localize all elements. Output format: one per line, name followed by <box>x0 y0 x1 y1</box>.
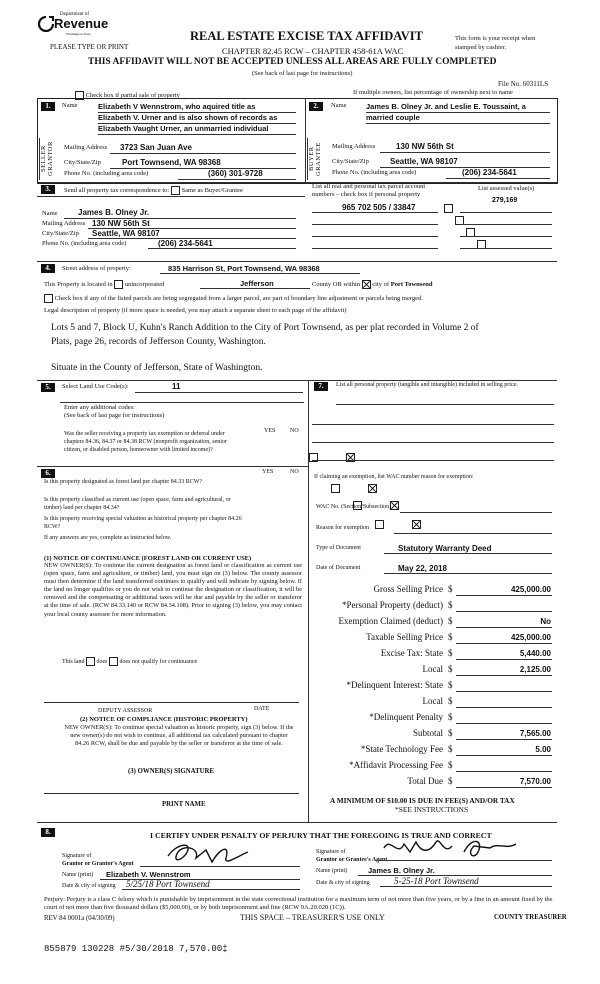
subtotal-dollar: $ <box>448 728 453 738</box>
correspondence-text: Send all property tax correspondence to: <box>64 186 170 194</box>
affidavit-fee-dollar: $ <box>448 760 453 770</box>
does-not-label: does not qualify for continuance <box>119 658 198 665</box>
notice1-title: (1) NOTICE OF CONTINUANCE (FOREST LAND OR CURRENT USE) <box>44 555 252 562</box>
wac-label: WAC No. (Section/Subsection) <box>316 504 392 510</box>
county-value: Jefferson <box>240 279 274 288</box>
legal-line3: Situate in the County of Jefferson, State of Washington. <box>51 363 263 373</box>
grantee-name-label: Name (print) <box>316 868 348 874</box>
street-value: 835 Harrison St, Port Townsend, WA 98368 <box>168 264 320 273</box>
buyer-mailing-value: 130 NW 56th St <box>396 142 454 151</box>
type-or-print: PLEASE TYPE OR PRINT <box>50 43 129 51</box>
segregated-row <box>44 294 564 303</box>
logo-top-text: Department of <box>60 12 90 17</box>
grantor-name-value: Elizabeth V. Wennstrom <box>106 870 191 879</box>
s5-question: Was the seller receiving a property tax exemption or deferral under chapters 84.36, 84.37 or 84.38 RCW (nonprofit organization, senior citizen, or disabled person, homeowner with limited income)? <box>64 431 227 453</box>
corr-phone-value: (206) 234-5641 <box>158 239 213 248</box>
corr-mailing-value: 130 NW 56th St <box>92 219 150 228</box>
corr-mailing-label: Mailing Address <box>42 220 86 227</box>
see-instructions: *SEE INSTRUCTIONS <box>395 805 469 814</box>
gross-dollar: $ <box>448 584 453 594</box>
seller-name-label: Name <box>62 102 78 109</box>
seller-name-line3: Elizabeth Vaught Urner, an unmarried individual <box>98 124 269 133</box>
land-use-label: Select Land Use Code(s): <box>62 383 129 390</box>
correspondence-label <box>64 186 243 195</box>
segregated-label: Check box if any of the listed parcels are being segregated from a larger parcel, are part of boundary line adjustment or parcels being merged. <box>54 294 423 302</box>
grantee-sig-label <box>316 849 387 864</box>
total-dollar: $ <box>448 776 453 786</box>
county-treasurer: COUNTY TREASURER <box>494 914 567 921</box>
segregated-checkbox[interactable] <box>44 294 53 303</box>
doc-date-label: Date of Document <box>316 565 361 571</box>
same-as-buyer-label: Same as Buyer/Grantee <box>181 186 243 194</box>
section-1-number: 1. <box>41 102 55 111</box>
penalty-dollar: $ <box>448 712 453 722</box>
grantor-date-label: Date & city of signing <box>62 883 116 889</box>
assessed-value: 279,169 <box>492 197 518 204</box>
buyer-side-label: BUYER GRANTEE <box>307 138 324 180</box>
doc-type-label: Type of Document <box>316 545 361 551</box>
grantee-sig-label-1: Signature of <box>316 849 346 855</box>
grantor-name-label: Name (print) <box>62 872 94 878</box>
city-of-label: city of <box>372 280 390 288</box>
county-or-label: County OR <box>312 280 342 288</box>
seller-side-label: SELLER GRANTOR <box>39 138 56 180</box>
excise-state-value: 5,440.00 <box>519 649 551 658</box>
s5-yes-header: YES <box>264 428 276 434</box>
delinquent-state-dollar: $ <box>448 680 453 690</box>
total-label: Total Due <box>407 776 443 786</box>
exemption-label: Exemption Claimed (deduct) <box>338 616 443 626</box>
buyer-mailing-label: Mailing Address <box>332 143 376 150</box>
excise-state-label: Excise Tax: State <box>380 648 443 658</box>
perjury-statement: Perjury: Perjury is a class C felony which is punishable by imprisonment in the state correctional institution for a maximum term of not more than five years, or by a fine in an amount fixed by the court of not more than five thousand dollars ($5,000.00), or by both imprisonment and fine (RCW 9A.20.020 (1C)). <box>44 896 553 911</box>
penalty-label: *Delinquent Penalty <box>369 712 443 722</box>
seller-mailing-value: 3723 San Juan Ave <box>120 143 192 152</box>
grantor-sig-label <box>62 853 134 868</box>
exemption-dollar: $ <box>448 616 453 626</box>
form-chapter: CHAPTER 82.45 RCW – CHAPTER 458-61A WAC <box>222 46 404 56</box>
grantee-sig-label-2: Grantor or Grantee's Agent <box>316 856 388 863</box>
s6-q2: Is this property classified as current use (open space, farm and agricultural, or timber) land per chapter 84.34? <box>44 497 231 511</box>
corr-name-label: Name <box>42 210 58 217</box>
personal-property-label: List all personal property (tangible and intangible) included in selling price. <box>336 382 518 388</box>
this-land-row <box>62 657 197 666</box>
subtotal-label: Subtotal <box>412 728 443 738</box>
seller-name-line1: Elizabeth V Wennstrom, who aquired title as <box>98 102 256 111</box>
parcels-header-line1: List all real and personal tax parcel account <box>312 183 426 190</box>
s6-no-header: NO <box>290 469 299 475</box>
notice1-text: NEW OWNER(S): To continue the current designation as forest land or classification as current use (open space, farm and agriculture, or timber) land, you must sign on (3) below. The county assessor must then determine if the land transferred continues to qualify and will indicate by signing below. If the land no longer qualifies or you do not wish to continue the designation or classification, it will be removed and the compensating or additional taxes will be due and payable by the seller or transferor at the time of sale. (RCW 84.33.140 or RCW 84.34.108). Prior to signing (3) below, you may contact your local county assessor for more information. <box>44 562 302 618</box>
section-4-number: 4. <box>41 264 55 273</box>
cashier-stamp: 855879 130228 #5/30/2018 7,570.00‡ <box>44 944 228 954</box>
s6-q2-no[interactable] <box>390 501 399 510</box>
personal-label: *Personal Property (deduct) <box>342 600 443 610</box>
section-3-number: 3. <box>41 185 55 194</box>
revenue-logo-icon <box>38 16 54 32</box>
land-use-value: 11 <box>172 382 181 391</box>
buyer-name-line2: married couple <box>366 113 420 122</box>
doc-date-value: May 22, 2018 <box>398 564 447 573</box>
delinquent-local-dollar: $ <box>448 696 453 706</box>
street-label: Street address of property: <box>62 265 131 272</box>
parcels-header <box>312 183 425 199</box>
local-label: Local <box>422 664 443 674</box>
s6-yes-header: YES <box>262 469 274 475</box>
parcel-checkbox-1[interactable] <box>444 204 453 213</box>
certify-statement: I CERTIFY UNDER PENALTY OF PERJURY THAT THE FOREGOING IS TRUE AND CORRECT <box>150 831 492 840</box>
rev-number: REV 84 0001a (04/30/09) <box>44 915 115 922</box>
unincorporated-checkbox[interactable] <box>114 280 123 289</box>
additional-see-back: (See back of last page for instructions) <box>64 412 165 419</box>
revenue-logo <box>38 12 108 38</box>
notice2-title: (2) NOTICE OF COMPLIANCE (HISTORIC PROPERTY) <box>80 716 248 723</box>
taxable-dollar: $ <box>448 632 453 642</box>
section-5-number: 5. <box>41 383 55 392</box>
s6-q3: Is this property receiving special valuation as historical property per chapter 84.26 RCW? <box>44 516 242 530</box>
tech-fee-value: 5.00 <box>535 745 551 754</box>
section-2-number: 2. <box>309 102 323 111</box>
grantee-signature <box>380 834 530 862</box>
corr-city-label: City/State/Zip <box>42 230 79 237</box>
seller-mailing-label: Mailing Address <box>64 144 108 151</box>
gross-label: Gross Selling Price <box>373 584 443 594</box>
s6-q3-yes[interactable] <box>375 520 384 529</box>
s6-q1-yes[interactable] <box>331 484 340 493</box>
form-title: REAL ESTATE EXCISE TAX AFFIDAVIT <box>190 29 423 43</box>
city-of-checkbox[interactable] <box>362 280 371 289</box>
within-label: within <box>343 280 361 288</box>
s6-q3-no[interactable] <box>412 520 421 529</box>
parcels-header-line2: numbers – check box if personal property <box>312 191 421 198</box>
seller-phone-label: Phone No. (including area code) <box>64 170 149 177</box>
does-not-checkbox[interactable] <box>109 657 118 666</box>
see-back-note: (See back of last page for instructions) <box>252 70 353 77</box>
buyer-phone-label: Phone No. (including area code) <box>332 169 417 176</box>
buyer-name-label: Name <box>331 102 347 109</box>
does-checkbox[interactable] <box>86 657 95 666</box>
additional-codes-label: Enter any additional codes: <box>64 404 135 411</box>
this-land-label: This land <box>62 658 85 665</box>
doc-type-value: Statutory Warranty Deed <box>398 544 492 553</box>
buyer-city-label: City/State/Zip <box>332 158 369 165</box>
s6-q1: Is this property designated as forest land per chapter 84.33 RCW? <box>44 479 203 485</box>
file-number: File No. 60311LS <box>498 80 549 88</box>
wac-intro: If claiming an exemption, list WAC number reason for exemption: <box>314 474 474 480</box>
legal-line1: Lots 5 and 7, Block U, Kuhn's Ranch Addition to the City of Port Townsend, as per plat recorded in Volume 2 of <box>51 323 479 333</box>
s5-no-header: NO <box>290 428 299 434</box>
does-label: does <box>96 658 108 665</box>
corr-phone-label: Phone No. (including area code) <box>42 240 127 247</box>
grantee-date-value: 5-25-18 Port Townsend <box>394 876 479 886</box>
deputy-assessor-label: DEPUTY ASSESSOR <box>98 708 153 714</box>
unincorporated-label: unincorporated <box>124 280 165 288</box>
buyer-city-value: Seattle, WA 98107 <box>390 157 458 166</box>
section-8-number: 8. <box>41 828 55 837</box>
s6-note: If any answers are yes, complete as instructed below. <box>44 535 172 541</box>
tech-fee-dollar: $ <box>448 744 453 754</box>
local-dollar: $ <box>448 664 453 674</box>
grantee-date-label: Date & city of signing <box>316 880 370 886</box>
partial-sale-label: Check box if partial sale of property <box>85 91 180 99</box>
corr-city-value: Seattle, WA 98107 <box>92 229 160 238</box>
section-7-number: 7. <box>314 382 328 391</box>
affidavit-fee-label: *Affidavit Processing Fee <box>349 760 443 770</box>
taxable-label: Taxable Selling Price <box>366 632 443 642</box>
taxable-value: 425,000.00 <box>510 633 551 642</box>
receipt-note: This form is your receipt when stamped by cashier. <box>455 35 536 51</box>
subtotal-value: 7,565.00 <box>519 729 551 738</box>
delinquent-state-label: *Delinquent Interest: State <box>346 680 443 690</box>
legal-label: Legal description of property (if more space is needed, you may attach a separate sheet to each page of the affidavit) <box>44 307 347 314</box>
personal-dollar: $ <box>448 600 453 610</box>
minimum-note: A MINIMUM OF $10.00 IS DUE IN FEE(S) AND/OR TAX <box>330 796 515 805</box>
tax-calculation <box>312 584 557 776</box>
located-label: This Property is located in <box>44 280 113 288</box>
exemption-value: No <box>540 617 551 626</box>
seller-phone-value: (360) 301-9728 <box>208 169 263 178</box>
print-name-label: PRINT NAME <box>162 801 206 808</box>
logo-main-text: Revenue <box>54 16 109 31</box>
seller-name-line2: Elizabeth V. Urner and is also shown of records as <box>98 113 278 122</box>
owner-signature-label: (3) OWNER(S) SIGNATURE <box>128 768 214 775</box>
city-of-value: Port Townsend <box>390 280 433 288</box>
grantor-sig-label-2: Grantor or Grantor's Agent <box>62 860 134 867</box>
city-row <box>312 280 432 289</box>
notice2-text: NEW OWNER(S): To continue special valuation as historic property, sign (3) below. If the new owner(s) do not wish to continue, all additional tax calculated pursuant to chapter 84.26 RCW, shall be due and payable by the seller or transferor at the time of sale. <box>64 724 294 748</box>
delinquent-local-label: Local <box>422 696 443 706</box>
legal-line2: Plats, page 26, records of Jefferson County, Washington. <box>51 337 266 347</box>
grantor-sig-label-1: Signature of <box>62 853 92 859</box>
form-warning: THIS AFFIDAVIT WILL NOT BE ACCEPTED UNLESS ALL AREAS ARE FULLY COMPLETED <box>88 57 497 67</box>
tech-fee-label: *State Technology Fee <box>360 744 443 754</box>
seller-city-value: Port Townsend, WA 98368 <box>122 158 221 167</box>
reason-label: Reason for exemption <box>316 525 369 531</box>
gross-value: 425,000.00 <box>510 585 551 594</box>
local-value: 2,125.00 <box>519 665 551 674</box>
grantor-date-value: 5/25/18 Port Townsend <box>126 879 210 889</box>
s6-q1-no[interactable] <box>368 484 377 493</box>
corr-name-value: James B. Olney Jr. <box>78 208 150 217</box>
grantee-name-value: James B. Olney Jr. <box>368 866 435 875</box>
multiple-owners-note: If multiple owners, list percentage of ownership next to name <box>353 89 513 96</box>
assessed-header: List assessed value(s) <box>478 185 535 192</box>
buyer-name-line1: James B. Olney Jr. and Leslie E. Toussaint, a <box>366 102 526 111</box>
parcel-number: 965 702 505 / 33847 <box>342 203 416 212</box>
buyer-phone-value: (206) 234-5641 <box>462 168 517 177</box>
seller-city-label: City/State/Zip <box>64 159 101 166</box>
same-as-buyer-checkbox[interactable] <box>171 186 180 195</box>
treasurer-space: THIS SPACE – TREASURER'S USE ONLY <box>240 913 385 922</box>
excise-state-dollar: $ <box>448 648 453 658</box>
logo-sub-text: Washington State <box>66 32 91 36</box>
section-6-number: 6. <box>41 469 55 478</box>
deputy-date-label: DATE <box>254 706 270 712</box>
total-value: 7,570.00 <box>519 777 551 786</box>
